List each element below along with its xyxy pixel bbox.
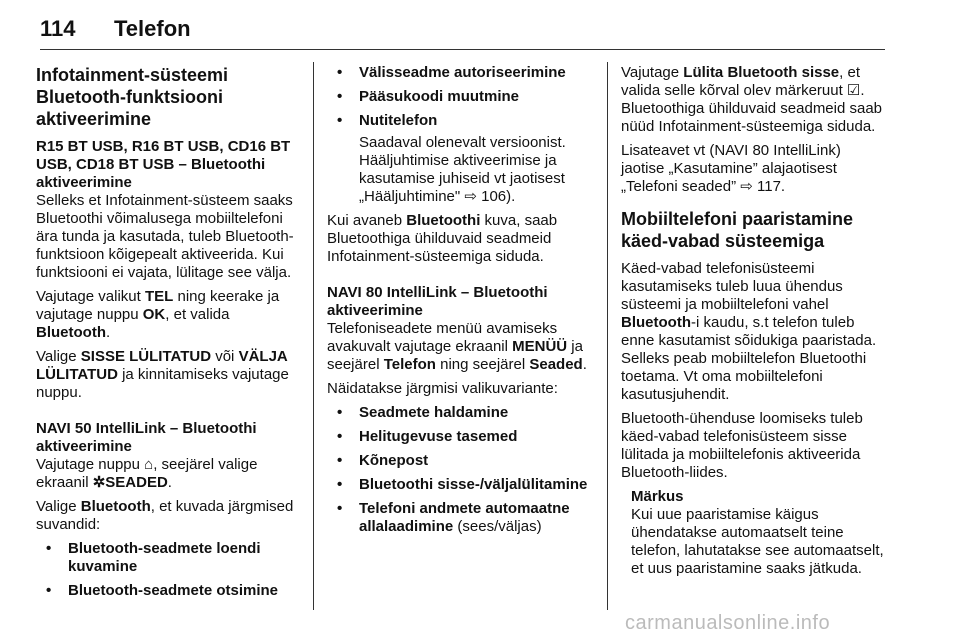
gear-icon: ✲ [92,474,106,491]
paragraph: Käed-vabad telefonisüsteemi kasutamiseks tuleb luua ühendus süsteemi ja mobiiltelefoni vahel Bluetooth-i kaudu, s.t telefon tuleb enne kasutamist sõidukiga paaristada. Selleks peab mobiiltelefon Bluetoothi toetama. Vt oma mobiiltelefoni kasutusjuhendit. [621,260,877,403]
list-item-detail: Saadaval olenevalt versioonist. Hääljuhtimise aktiveerimise ja kasutamise juhiseid vt jaotisest „Hääljuhtimine" ⇨ 106). [359,134,566,205]
paragraph: Vajutage valikut TEL ning keerake ja vajutage nuppu OK, et valida Bluetooth. [36,288,280,341]
column-divider-2 [607,62,608,610]
list-item: • Helitugevuse tasemed [327,428,589,446]
page-number: 114 [40,16,76,41]
paragraph: Lisateavet vt (NAVI 80 IntelliLink) jaotise „Kasutamine” alajaotisest „Telefoni seaded” ⇨ 117. [621,142,841,195]
subsection-title: NAVI 80 IntelliLink – Bluetoothi aktiveerimine [327,284,548,319]
paragraph: Valige Bluetooth, et kuvada järgmised suvandid: [36,498,294,533]
paragraph: Vajutage nuppu ⌂, seejärel valige ekraanil ✲SEADED. [36,456,258,491]
paragraph: Selleks et Infotainment-süsteem saaks Bluetoothi võimalusega mobiiltelefoni ära tunda ja kasutada, tuleb Bluetooth-funktsioon kõigepealt aktiveerida. Kui funktsiooni ei vajata, lülitage see välja. [36,192,294,281]
note-title: Märkus [631,488,684,505]
note-text: Kui uue paaristamise käigus ühendatakse automaatselt teine telefon, lahutatakse see automaatselt, et uus paaristamine saaks jätkuda. [631,506,884,577]
section-heading: Mobiiltelefoni paaristamine käed-vabad süsteemiga [621,209,854,251]
list-item: • Telefoni andmete automaatne allalaadimine (sees/väljas) [327,500,589,536]
paragraph: Telefoniseadete menüü avamiseks avakuvalt vajutage ekraanil MENÜÜ ja seejärel Telefon ning seejärel Seaded. [327,320,587,373]
subsection-title: NAVI 50 IntelliLink – Bluetoothi aktiveerimine [36,420,257,455]
section-heading: Infotainment-süsteemi Bluetooth-funktsiooni aktiveerimine [36,65,229,129]
list-item: • Seadmete haldamine [327,404,589,422]
column-3 [621,64,887,584]
list-item: • Bluetooth-seadmete otsimine [36,582,298,600]
paragraph: Bluetooth-ühenduse loomiseks tuleb käed-vabad telefonisüsteem sisse lülitada ja mobiiltelefonis aktiveerida Bluetooth-liides. [621,410,863,481]
list-item: • Nutitelefon [327,112,589,130]
option-list [327,404,589,536]
note-box [621,488,887,578]
list-item: • Välisseadme autoriseerimine [327,64,589,82]
list-item: • Pääsukoodi muutmine [327,88,589,106]
arrow-icon: ⇨ [740,178,753,195]
watermark: carmanualsonline.info [625,612,831,634]
list-item: • Bluetooth-seadmete loendi kuvamine [36,540,298,576]
list-item: • Bluetoothi sisse-/väljalülitamine [327,476,589,494]
page-header [40,14,885,50]
arrow-icon: ⇨ [464,188,477,205]
option-list [327,64,589,130]
section-title: Telefon [114,16,191,41]
option-list [36,540,298,600]
subsection-title: R15 BT USB, R16 BT USB, CD16 BT USB, CD18 BT USB – Bluetoothi aktiveerimine [36,138,291,191]
column-2 [327,64,589,542]
home-icon: ⌂ [144,456,154,473]
paragraph: Vajutage Lülita Bluetooth sisse, et valida selle kõrval olev märkeruut ☑. Bluetoothiga ühilduvaid seadmeid saab nüüd Infotainment-süsteemiga siduda. [621,64,883,135]
paragraph: Kui avaneb Bluetoothi kuva, saab Bluetoothiga ühilduvaid seadmeid Infotainment-süsteemiga siduda. [327,212,558,265]
paragraph: Näidatakse järgmisi valikuvariante: [327,380,558,397]
paragraph: Valige SISSE LÜLITATUD või VÄLJA LÜLITATUD ja kinnitamiseks vajutage nuppu. [36,348,289,401]
column-divider-1 [313,62,314,610]
list-item: • Kõnepost [327,452,589,470]
column-1 [36,64,298,606]
